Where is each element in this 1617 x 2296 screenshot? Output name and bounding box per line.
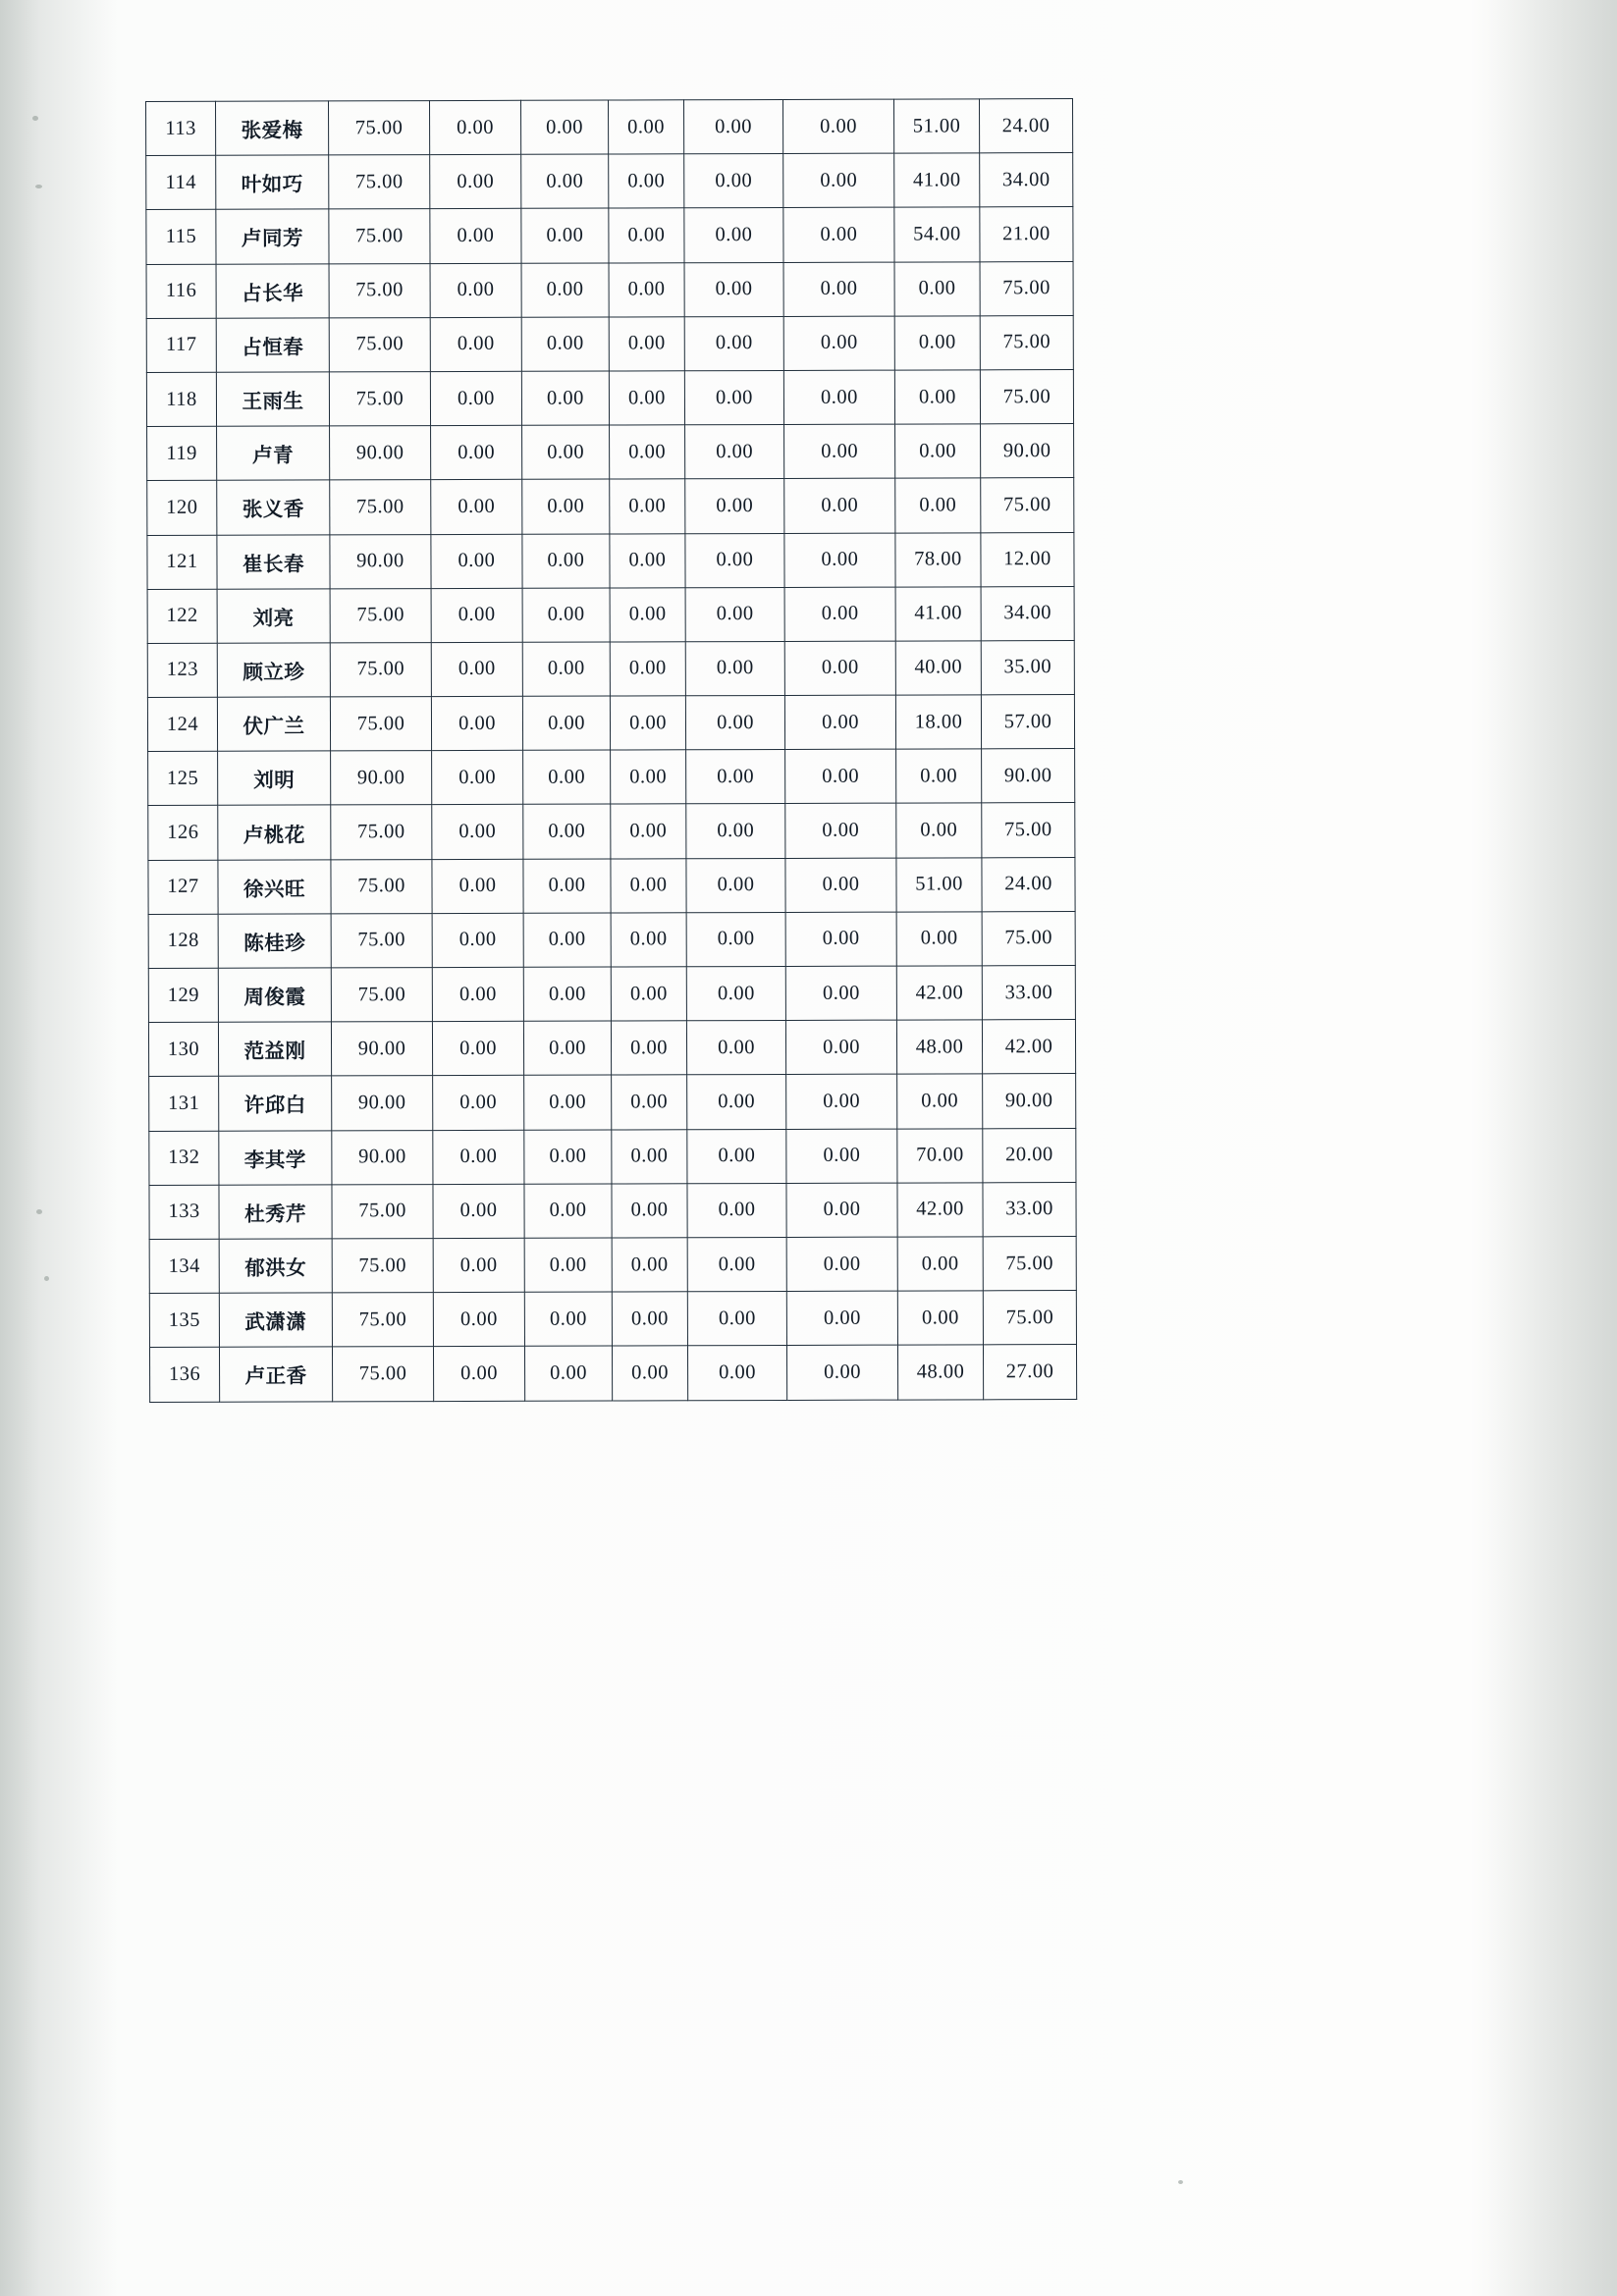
table-cell-v4: 0.00 <box>610 425 685 479</box>
table-row <box>147 695 1074 752</box>
table-cell-v3: 0.00 <box>523 859 611 913</box>
table-cell-v1: 75.00 <box>332 1293 433 1348</box>
table-cell-v2: 0.00 <box>430 100 521 154</box>
table-cell-v7: 0.00 <box>894 261 980 315</box>
table-cell-v1: 75.00 <box>329 155 430 210</box>
table-cell-v7: 51.00 <box>896 857 982 911</box>
table-cell-v3: 0.00 <box>524 1075 612 1129</box>
table-cell-v6: 0.00 <box>784 533 895 588</box>
table-cell-idx: 126 <box>148 806 218 860</box>
table-cell-v4: 0.00 <box>609 208 684 262</box>
table-cell-v3: 0.00 <box>524 1238 612 1292</box>
table-row <box>149 1291 1076 1348</box>
table-cell-v7: 70.00 <box>897 1128 983 1182</box>
table-cell-v7: 0.00 <box>895 478 981 532</box>
table-cell-name: 许邱白 <box>219 1076 332 1131</box>
table-cell-idx: 114 <box>146 155 216 209</box>
table-cell-v8: 57.00 <box>981 695 1074 749</box>
table-cell-v2: 0.00 <box>433 1130 524 1184</box>
table-cell-v8: 35.00 <box>981 640 1074 694</box>
table-cell-v3: 0.00 <box>523 913 611 967</box>
table-cell-v5: 0.00 <box>685 425 784 480</box>
table-cell-v5: 0.00 <box>684 316 783 371</box>
table-cell-v3: 0.00 <box>523 1021 611 1075</box>
table-cell-v8: 75.00 <box>982 803 1075 857</box>
table-cell-v3: 0.00 <box>521 317 609 371</box>
table-cell-v8: 20.00 <box>983 1128 1076 1182</box>
table-row <box>149 1074 1076 1131</box>
table-cell-v7: 0.00 <box>894 370 980 424</box>
table-cell-v7: 41.00 <box>895 587 981 641</box>
table-row <box>146 99 1073 156</box>
table-cell-v6: 0.00 <box>784 587 895 642</box>
table-cell-v5: 0.00 <box>686 1021 785 1076</box>
table-cell-v2: 0.00 <box>430 317 521 371</box>
table-cell-v6: 0.00 <box>785 858 896 913</box>
table-cell-v3: 0.00 <box>521 154 609 208</box>
table-cell-v6: 0.00 <box>784 695 895 750</box>
table-row <box>146 261 1073 318</box>
table-cell-idx: 113 <box>146 101 216 155</box>
table-cell-v1: 75.00 <box>330 642 431 697</box>
table-cell-v3: 0.00 <box>522 534 610 588</box>
table-cell-v4: 0.00 <box>609 371 684 425</box>
table-cell-idx: 118 <box>146 372 216 426</box>
table-cell-v6: 0.00 <box>783 370 894 425</box>
table-cell-v3: 0.00 <box>522 588 610 642</box>
table-row <box>148 1020 1075 1077</box>
table-cell-v7: 0.00 <box>896 912 982 966</box>
scan-speck <box>35 185 42 188</box>
table-cell-v6: 0.00 <box>785 1020 896 1075</box>
table-cell-name: 刘亮 <box>217 589 330 644</box>
table-cell-v2: 0.00 <box>432 805 523 859</box>
table-cell-v2: 0.00 <box>433 1292 524 1346</box>
table-row <box>146 369 1073 426</box>
table-cell-v8: 75.00 <box>980 369 1073 423</box>
table-cell-v4: 0.00 <box>609 317 684 371</box>
table-cell-v8: 34.00 <box>981 586 1074 640</box>
table-cell-idx: 115 <box>146 210 216 264</box>
table-cell-v5: 0.00 <box>684 154 783 209</box>
table-cell-idx: 130 <box>148 1022 218 1076</box>
table-cell-idx: 123 <box>147 643 217 697</box>
table-cell-v3: 0.00 <box>524 1346 612 1400</box>
table-cell-v2: 0.00 <box>431 480 522 534</box>
table-cell-v3: 0.00 <box>524 1292 612 1346</box>
table-cell-v7: 0.00 <box>895 424 981 478</box>
table-cell-idx: 120 <box>147 481 217 535</box>
table-cell-v8: 90.00 <box>981 424 1074 478</box>
table-cell-v4: 0.00 <box>611 1021 686 1075</box>
table-cell-v6: 0.00 <box>785 804 896 859</box>
table-cell-idx: 124 <box>147 697 217 751</box>
table-cell-v2: 0.00 <box>431 425 522 479</box>
table-cell-v7: 0.00 <box>896 803 982 857</box>
table-row <box>149 1345 1076 1402</box>
table-cell-v7: 48.00 <box>896 1020 982 1074</box>
table-cell-v2: 0.00 <box>430 154 521 208</box>
table-cell-v4: 0.00 <box>609 262 684 316</box>
table-cell-v4: 0.00 <box>612 1184 687 1238</box>
table-cell-v3: 0.00 <box>522 425 610 479</box>
table-cell-v1: 75.00 <box>331 913 432 968</box>
table-cell-v1: 75.00 <box>331 805 432 860</box>
table-cell-v1: 75.00 <box>332 1184 433 1239</box>
table-cell-name: 刘明 <box>218 751 331 806</box>
table-cell-idx: 131 <box>149 1077 219 1131</box>
table-cell-v3: 0.00 <box>521 263 609 317</box>
table-cell-v3: 0.00 <box>520 100 608 154</box>
table-cell-name: 顾立珍 <box>217 643 330 698</box>
table-cell-v6: 0.00 <box>783 316 894 371</box>
table-cell-v3: 0.00 <box>523 750 611 804</box>
table-cell-v1: 90.00 <box>331 1022 432 1077</box>
table-cell-v3: 0.00 <box>523 967 611 1021</box>
table-cell-v1: 75.00 <box>330 588 431 643</box>
table-cell-v6: 0.00 <box>786 1291 897 1346</box>
table-cell-v4: 0.00 <box>610 533 685 587</box>
table-cell-v5: 0.00 <box>687 1129 786 1184</box>
table-cell-v2: 0.00 <box>431 696 522 750</box>
table-cell-v8: 34.00 <box>980 153 1073 207</box>
table-row <box>148 911 1075 968</box>
table-row <box>149 1128 1076 1185</box>
table-cell-v4: 0.00 <box>610 642 685 696</box>
table-cell-name: 李其学 <box>219 1130 332 1185</box>
table-cell-v2: 0.00 <box>431 588 522 642</box>
table-cell-v7: 48.00 <box>897 1345 983 1399</box>
table-cell-idx: 129 <box>148 968 218 1022</box>
table-cell-v1: 75.00 <box>329 317 430 372</box>
table-cell-v5: 0.00 <box>684 370 783 425</box>
table-cell-v1: 90.00 <box>330 426 431 481</box>
table-cell-name: 叶如巧 <box>216 155 329 210</box>
table-cell-v1: 75.00 <box>330 480 431 535</box>
table-cell-v5: 0.00 <box>687 1346 786 1401</box>
table-cell-v4: 0.00 <box>610 479 685 533</box>
table-row <box>147 424 1074 481</box>
table-cell-v7: 18.00 <box>895 695 981 749</box>
scan-speck <box>36 1209 42 1214</box>
table-cell-v4: 0.00 <box>611 804 686 858</box>
fee-table-body <box>146 99 1077 1402</box>
table-cell-v5: 0.00 <box>685 696 784 751</box>
table-cell-v2: 0.00 <box>432 913 523 967</box>
table-cell-v7: 0.00 <box>896 749 982 803</box>
table-cell-v5: 0.00 <box>683 99 782 154</box>
table-cell-v3: 0.00 <box>522 642 610 696</box>
scan-speck <box>1178 2180 1183 2184</box>
table-cell-v5: 0.00 <box>684 262 783 317</box>
table-cell-v5: 0.00 <box>686 912 785 967</box>
table-cell-v5: 0.00 <box>685 641 784 696</box>
table-cell-v1: 75.00 <box>329 209 430 264</box>
table-cell-v6: 0.00 <box>786 1237 897 1292</box>
table-cell-v1: 75.00 <box>331 859 432 914</box>
table-cell-v8: 24.00 <box>979 99 1072 153</box>
table-cell-v7: 0.00 <box>897 1291 983 1345</box>
table-cell-idx: 134 <box>149 1239 219 1293</box>
table-cell-v4: 0.00 <box>611 913 686 967</box>
table-cell-v6: 0.00 <box>784 478 895 533</box>
table-cell-v4: 0.00 <box>608 100 683 154</box>
table-cell-idx: 136 <box>149 1348 219 1402</box>
table-cell-v6: 0.00 <box>786 1183 897 1238</box>
table-cell-v6: 0.00 <box>785 966 896 1021</box>
table-cell-v8: 27.00 <box>983 1345 1076 1399</box>
table-cell-v7: 54.00 <box>894 207 980 261</box>
table-cell-v3: 0.00 <box>521 208 609 262</box>
table-row <box>148 857 1075 914</box>
table-cell-v1: 75.00 <box>330 697 431 752</box>
scan-speck <box>32 116 38 121</box>
table-cell-v5: 0.00 <box>687 1183 786 1238</box>
table-cell-v3: 0.00 <box>521 371 609 425</box>
fee-table <box>145 98 1077 1402</box>
table-cell-v5: 0.00 <box>687 1237 786 1292</box>
table-cell-v3: 0.00 <box>522 696 610 750</box>
table-cell-name: 卢青 <box>217 426 330 481</box>
table-cell-v8: 33.00 <box>983 1182 1076 1236</box>
table-row <box>146 207 1073 264</box>
table-cell-v6: 0.00 <box>782 99 893 154</box>
table-cell-v2: 0.00 <box>433 1238 524 1292</box>
table-cell-v7: 0.00 <box>894 316 980 370</box>
table-cell-name: 徐兴旺 <box>218 860 331 915</box>
table-cell-v3: 0.00 <box>522 479 610 533</box>
table-cell-name: 卢同芳 <box>216 209 329 264</box>
table-cell-v5: 0.00 <box>685 479 784 534</box>
table-cell-v8: 33.00 <box>982 966 1075 1020</box>
table-cell-v1: 75.00 <box>331 968 432 1023</box>
table-cell-v4: 0.00 <box>610 587 685 641</box>
table-cell-name: 占长华 <box>216 263 329 318</box>
table-cell-v2: 0.00 <box>430 371 521 425</box>
table-cell-v8: 24.00 <box>982 857 1075 911</box>
table-cell-v7: 42.00 <box>896 966 982 1020</box>
table-cell-name: 卢正香 <box>219 1347 332 1402</box>
table-cell-v4: 0.00 <box>612 1075 687 1129</box>
table-cell-v4: 0.00 <box>612 1129 687 1183</box>
table-cell-v7: 0.00 <box>897 1074 983 1128</box>
table-cell-name: 郁洪女 <box>219 1239 332 1294</box>
table-row <box>147 640 1074 697</box>
table-cell-v8: 75.00 <box>983 1236 1076 1290</box>
table-cell-v7: 41.00 <box>894 153 980 207</box>
table-cell-v5: 0.00 <box>686 804 785 859</box>
table-cell-v8: 75.00 <box>983 1291 1076 1345</box>
table-cell-v8: 12.00 <box>981 532 1074 586</box>
table-cell-name: 范益刚 <box>218 1022 331 1077</box>
table-cell-idx: 128 <box>148 914 218 968</box>
table-cell-v6: 0.00 <box>786 1345 897 1400</box>
table-cell-idx: 122 <box>147 589 217 643</box>
table-cell-v5: 0.00 <box>685 533 784 588</box>
table-cell-name: 陈桂珍 <box>218 914 331 969</box>
table-cell-v2: 0.00 <box>432 751 523 805</box>
table-cell-v4: 0.00 <box>610 696 685 750</box>
table-cell-v8: 90.00 <box>982 749 1075 803</box>
table-cell-v3: 0.00 <box>524 1130 612 1184</box>
table-row <box>147 586 1074 643</box>
table-cell-v8: 75.00 <box>980 315 1073 369</box>
table-cell-v1: 75.00 <box>332 1347 433 1402</box>
table-cell-v8: 21.00 <box>980 207 1073 261</box>
table-cell-name: 占恒春 <box>216 318 329 373</box>
table-cell-v8: 75.00 <box>982 911 1075 965</box>
table-cell-v1: 75.00 <box>329 263 430 318</box>
table-cell-v2: 0.00 <box>430 263 521 317</box>
table-row <box>146 153 1073 210</box>
table-cell-v5: 0.00 <box>685 587 784 642</box>
table-cell-v5: 0.00 <box>684 208 783 263</box>
table-row <box>147 478 1074 535</box>
table-cell-idx: 117 <box>146 318 216 372</box>
table-cell-v1: 75.00 <box>329 101 430 156</box>
table-cell-v4: 0.00 <box>612 1292 687 1346</box>
table-cell-name: 崔长春 <box>217 534 330 589</box>
table-cell-v5: 0.00 <box>687 1075 786 1130</box>
table-cell-v1: 90.00 <box>331 751 432 806</box>
table-cell-v4: 0.00 <box>611 967 686 1021</box>
table-cell-v2: 0.00 <box>431 642 522 696</box>
table-cell-name: 卢桃花 <box>218 805 331 860</box>
table-cell-v7: 40.00 <box>895 641 981 695</box>
table-cell-v8: 42.00 <box>982 1020 1075 1074</box>
table-cell-v8: 90.00 <box>983 1074 1076 1128</box>
table-row <box>149 1182 1076 1239</box>
table-cell-v2: 0.00 <box>433 1076 524 1130</box>
table-cell-v2: 0.00 <box>432 1021 523 1075</box>
table-cell-name: 杜秀芹 <box>219 1185 332 1240</box>
fee-table-container <box>145 98 1054 1402</box>
table-cell-v6: 0.00 <box>783 262 894 317</box>
table-cell-v4: 0.00 <box>612 1238 687 1292</box>
table-cell-v8: 75.00 <box>980 261 1073 315</box>
table-row <box>148 966 1075 1023</box>
table-cell-v1: 90.00 <box>332 1130 433 1185</box>
table-cell-v5: 0.00 <box>686 750 785 805</box>
table-cell-name: 伏广兰 <box>217 697 330 752</box>
table-row <box>148 803 1075 860</box>
table-cell-name: 王雨生 <box>216 372 329 427</box>
table-cell-v2: 0.00 <box>431 534 522 588</box>
table-cell-v7: 0.00 <box>897 1237 983 1291</box>
table-cell-v4: 0.00 <box>609 154 684 208</box>
table-cell-name: 张义香 <box>217 480 330 535</box>
table-cell-v6: 0.00 <box>786 1129 897 1184</box>
table-cell-name: 张爱梅 <box>216 101 329 156</box>
table-cell-v1: 75.00 <box>332 1239 433 1294</box>
table-cell-v1: 90.00 <box>330 534 431 589</box>
table-cell-v6: 0.00 <box>784 424 895 479</box>
table-cell-v1: 75.00 <box>329 372 430 427</box>
table-cell-v6: 0.00 <box>783 153 894 208</box>
table-cell-v2: 0.00 <box>432 859 523 913</box>
table-cell-v6: 0.00 <box>786 1074 897 1129</box>
table-cell-v4: 0.00 <box>611 750 686 804</box>
table-row <box>147 532 1074 589</box>
table-cell-v8: 75.00 <box>981 478 1074 532</box>
table-cell-v6: 0.00 <box>785 912 896 967</box>
table-row <box>149 1236 1076 1293</box>
table-cell-idx: 132 <box>149 1131 219 1185</box>
table-cell-idx: 119 <box>147 426 217 480</box>
table-cell-v2: 0.00 <box>433 1184 524 1238</box>
table-cell-v7: 42.00 <box>897 1183 983 1237</box>
table-cell-name: 周俊霞 <box>218 968 331 1023</box>
table-cell-name: 武潇潇 <box>219 1293 332 1348</box>
table-cell-idx: 135 <box>149 1293 219 1347</box>
table-cell-idx: 127 <box>148 860 218 914</box>
table-cell-v3: 0.00 <box>524 1184 612 1238</box>
table-cell-v2: 0.00 <box>430 209 521 263</box>
table-cell-v1: 90.00 <box>332 1076 433 1131</box>
table-cell-idx: 133 <box>149 1185 219 1239</box>
table-cell-v7: 51.00 <box>893 99 979 153</box>
table-row <box>148 749 1075 806</box>
table-cell-v5: 0.00 <box>686 966 785 1021</box>
table-row <box>146 315 1073 372</box>
table-cell-idx: 121 <box>147 535 217 589</box>
table-cell-v4: 0.00 <box>612 1346 687 1400</box>
table-cell-v2: 0.00 <box>433 1347 524 1401</box>
table-cell-v5: 0.00 <box>687 1292 786 1347</box>
table-cell-v6: 0.00 <box>783 207 894 262</box>
table-cell-v7: 78.00 <box>895 532 981 586</box>
table-cell-idx: 125 <box>148 752 218 806</box>
table-cell-v6: 0.00 <box>784 641 895 696</box>
table-cell-v6: 0.00 <box>785 749 896 804</box>
table-cell-v5: 0.00 <box>686 858 785 913</box>
table-cell-idx: 116 <box>146 264 216 318</box>
scan-speck <box>44 1276 49 1281</box>
table-cell-v3: 0.00 <box>523 804 611 858</box>
table-cell-v2: 0.00 <box>432 967 523 1021</box>
table-cell-v4: 0.00 <box>611 858 686 912</box>
